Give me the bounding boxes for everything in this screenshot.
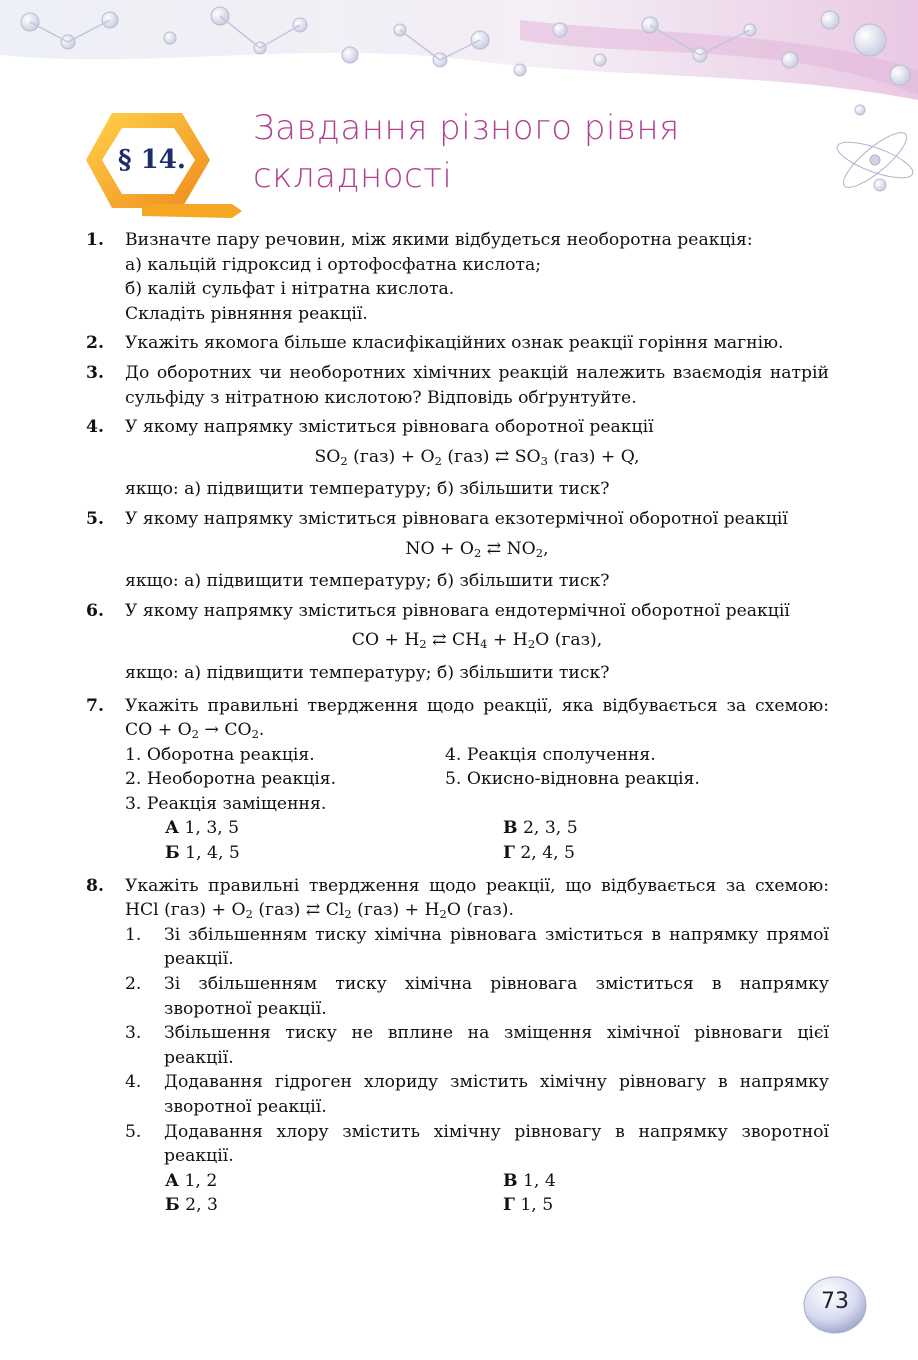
answer-choices [125,1169,829,1218]
task-1 [86,228,829,326]
task-number: 6. [86,600,104,621]
answer-g: Г 1, 5 [503,1195,554,1216]
title-line-2: складності [253,156,453,196]
task-6 [86,599,829,686]
task-number: 2. [86,333,104,354]
task-text: До оборотних чи необоротних хімічних реакцій належить взаємодія натрій сульфіду з нітратною кислотою? Відповідь обґрунтуйте. [125,362,829,408]
task-question: якщо: а) підвищити температуру; б) збільшити тиск? [125,479,610,500]
answer-a: А 1, 3, 5 [165,818,240,839]
answer-v: В 2, 3, 5 [503,818,578,839]
task-5 [86,507,829,594]
page-number: 73 [821,1289,849,1314]
task-number: 7. [86,695,104,716]
page-title [253,104,773,200]
reaction-formula: $SO_2$ $(газ) + O_2$ (газ) ⇄ $SO_3$ (газ) + Q, [314,446,640,468]
task-question: якщо: а) підвищити температуру; б) збільшити тиск? [125,662,610,683]
task-text: У якому напрямку зміститься рівновага екзотермічної оборотної реакції [125,508,788,529]
task-option: б) калій сульфат і нітратна кислота. [125,279,455,300]
answer-g: Г 2, 4, 5 [503,843,575,864]
answer-b: Б 2, 3 [165,1195,218,1216]
answer-v: В 1, 4 [503,1170,556,1191]
task-question: якщо: а) підвищити температуру; б) збільшити тиск? [125,571,610,592]
task-number: 4. [86,417,104,438]
title-line-1: Завдання різного рівня [253,108,680,148]
answer-a: А 1, 2 [165,1170,218,1191]
task-text: Укажіть правильні твердження щодо реакції, яка відбувається за схемою: CO + $O_2 \to CO_2$. [125,695,829,742]
task-text: У якому напрямку зміститься рівновага оборотної реакції [125,417,654,438]
statement-4: 4. Додавання гідроген хлориду змістить хімічну рівновагу в напрямку зворотної реакції. [125,1072,829,1117]
task-number: 5. [86,508,104,529]
statement-1: 1. Оборотна реакція. [125,744,315,765]
task-8 [86,874,829,1218]
statement-3: 3. Реакція заміщення. [125,793,327,814]
statement-5: 5. Окисно-відновна реакція. [445,769,700,790]
statement-4: 4. Реакція сполучення. [445,744,656,765]
statement-2: 2. Зі збільшенням тиску хімічна рівновага зміститься в напрямку зворотної реакції. [125,974,829,1019]
task-4 [86,415,829,502]
task-7 [86,694,829,866]
statement-5: 5. Додавання хлору змістить хімічну рівновагу в напрямку зворотної реакції. [125,1121,829,1167]
section-number: § 14. [118,145,186,175]
task-text: Визначте пару речовин, між якими відбудеться необоротна реакція: [125,230,753,250]
statement-2: 2. Необоротна реакція. [125,769,337,790]
task-text: Складіть рівняння реакції. [125,303,368,324]
task-list [86,228,829,1223]
task-number: 3. [86,362,104,383]
task-3 [86,361,829,410]
statement-1: 1. Зі збільшенням тиску хімічна рівновага зміститься в напрямку прямої реакції. [125,924,829,970]
reaction-formula: CO + $H_2$ ⇄ $CH_4 + H_2O$ (газ), [351,630,603,652]
task-text: Укажіть якомога більше класифікаційних ознак реакції горіння магнію. [125,333,784,354]
task-text: У якому напрямку зміститься рівновага ендотермічної оборотної реакції [125,600,790,621]
task-number: 1. [86,230,104,250]
task-2 [86,331,829,356]
statement-3: 3. Збільшення тиску не вплине на зміщення хімічної рівноваги цієї реакції. [125,1023,829,1068]
reaction-formula: NO + $O_2$ ⇄ $NO_2$, [405,538,549,560]
answer-b: Б 1, 4, 5 [165,843,240,864]
task-text: Укажіть правильні твердження щодо реакції, що відбувається за схемою: HCl $(газ) + O_2$ (газ) ⇄ $Cl_2$ $(газ) + H_2O$ (газ). [125,875,829,922]
task-number: 8. [86,875,104,896]
answer-choices [125,816,829,865]
task-option: а) кальцій гідроксид і ортофосфатна кислота; [125,254,542,275]
